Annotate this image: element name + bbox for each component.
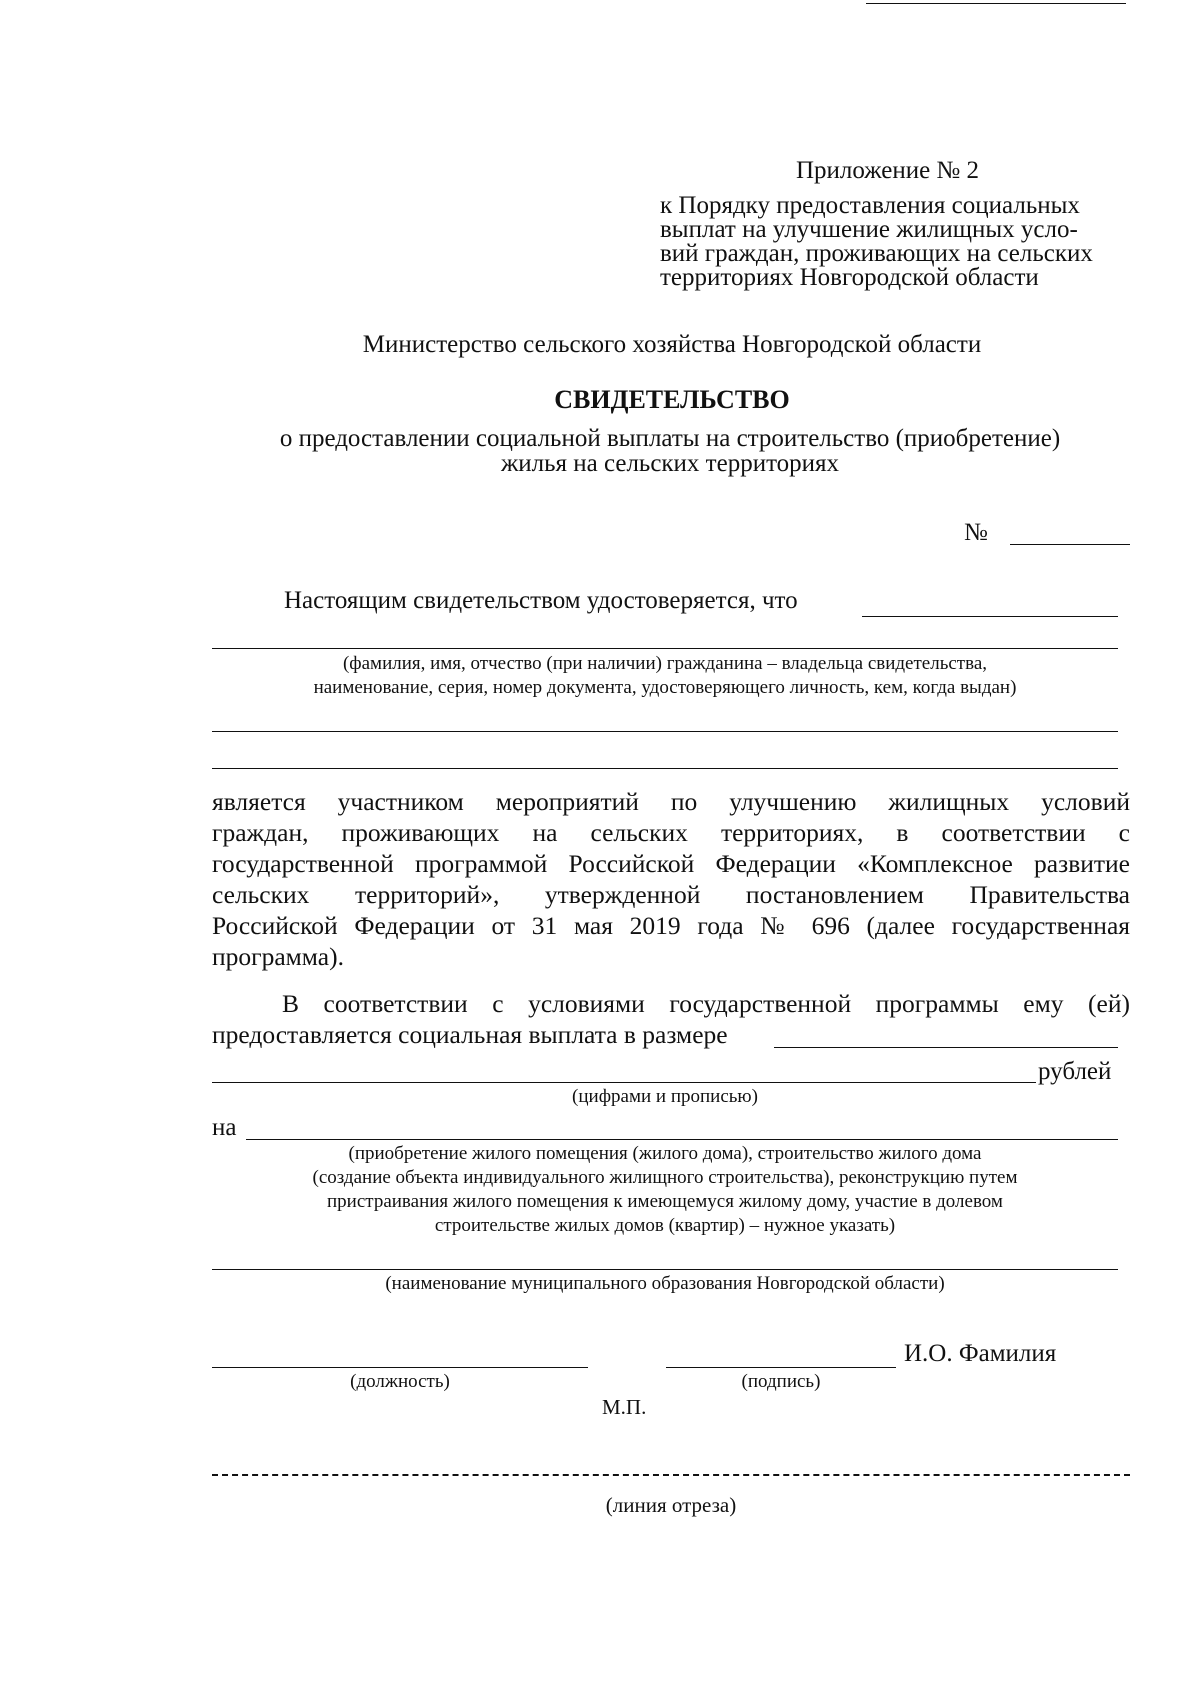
holder-name-field-start[interactable] [862, 616, 1118, 617]
payment-paragraph [212, 988, 1130, 1050]
amount-caption: (цифрами и прописью) [572, 1086, 758, 1107]
cut-line-caption: (линия отреза) [605, 1493, 737, 1517]
purpose-prefix: на [212, 1114, 237, 1141]
body-line-6: программа). [212, 942, 344, 971]
holder-details-field-2[interactable] [212, 768, 1118, 769]
holder-caption-line-2: наименование, серия, номер документа, удостоверяющего личность, кем, когда выдан) [313, 677, 1017, 698]
body-line-2: граждан, проживающих на сельских территориях, в соответствии с [212, 818, 1130, 847]
payment-amount-field[interactable] [212, 1082, 1036, 1083]
document-subtitle-line-1: о предоставлении социальной выплаты на строительство (приобретение) [279, 425, 1061, 452]
number-sign: № [964, 519, 988, 546]
purpose-caption-line-2: (создание объекта индивидуального жилищного строительства), реконструкцию путем [312, 1167, 1018, 1188]
document-title: СВИДЕТЕЛЬСТВО [554, 385, 790, 414]
purpose-caption-line-1: (приобретение жилого помещения (жилого дома), строительство жилого дома [348, 1143, 982, 1164]
municipality-field[interactable] [212, 1269, 1118, 1270]
certify-intro: Настоящим свидетельством удостоверяется, что [284, 587, 798, 614]
position-caption: (должность) [350, 1371, 450, 1392]
holder-caption-line-1: (фамилия, имя, отчество (при наличии) гражданина – владельца свидетельства, [342, 653, 988, 674]
holder-details-field-1[interactable] [212, 731, 1118, 732]
signatory-name: И.О. Фамилия [904, 1340, 1057, 1367]
signature-caption: (подпись) [741, 1371, 821, 1392]
document-subtitle-line-2: жилья на сельских территориях [500, 450, 840, 477]
body-line-3: государственной программой Российской Федерации «Комплексное развитие [212, 849, 1130, 878]
stamp-label: М.П. [602, 1395, 647, 1419]
appendix-line-2: выплат на улучшение жилищных усло- [660, 216, 1078, 243]
appendix-line-3: вий граждан, проживающих на сельских [660, 240, 1093, 267]
cut-line [212, 1474, 1130, 1476]
appendix-line-4: территориях Новгородской области [660, 264, 1039, 291]
certificate-number-field[interactable] [1010, 544, 1130, 545]
payment-amount-field-start[interactable] [774, 1047, 1118, 1048]
body-paragraph [212, 786, 1130, 972]
purpose-caption-line-3: пристраивания жилого помещения к имеющемуся жилому дому, участие в долевом [327, 1191, 1003, 1212]
municipality-caption: (наименование муниципального образования Новгородской области) [385, 1273, 945, 1294]
purpose-caption-line-4: строительстве жилых домов (квартир) – нужное указать) [434, 1215, 896, 1236]
ministry-name: Министерство сельского хозяйства Новгородской области [362, 331, 982, 358]
appendix-line-1: к Порядку предоставления социальных [660, 192, 1080, 219]
appendix-title: Приложение № 2 [796, 157, 980, 184]
body-line-4: сельских территорий», утвержденной постановлением Правительства [212, 880, 1130, 909]
body-line-1: является участником мероприятий по улучшению жилищных условий [212, 787, 1130, 816]
currency-label: рублей [1038, 1058, 1112, 1085]
purpose-field[interactable] [246, 1139, 1118, 1140]
position-field[interactable] [212, 1367, 588, 1368]
payment-line-2: предоставляется социальная выплата в размере [212, 1020, 728, 1049]
payment-line-1: В соответствии с условиями государственной программы ему (ей) [282, 989, 1130, 1018]
signature-field[interactable] [666, 1367, 896, 1368]
body-line-5: Российской Федерации от 31 мая 2019 года № 696 (далее государственная [212, 911, 1130, 940]
scan-edge-mark [866, 3, 1126, 4]
holder-name-field[interactable] [212, 648, 1118, 649]
